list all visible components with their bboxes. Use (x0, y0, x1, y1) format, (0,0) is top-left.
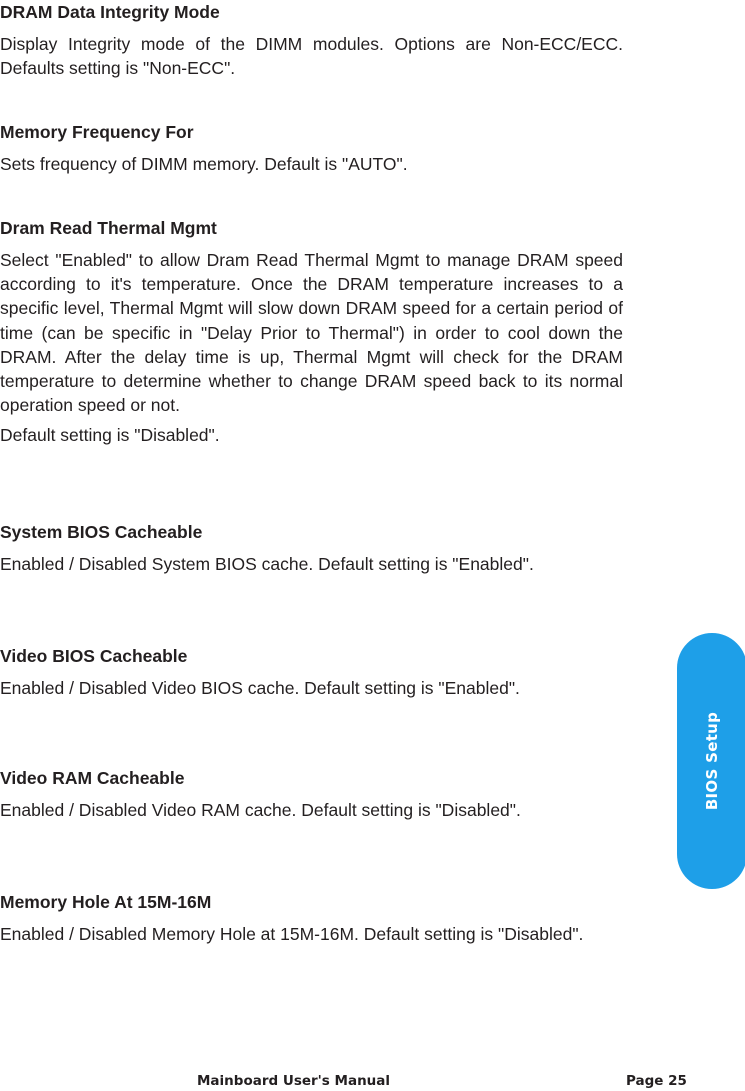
section-memory-frequency-for (0, 120, 623, 176)
section-heading: Video BIOS Cacheable (0, 646, 188, 666)
side-tab-label: BIOS Setup (703, 711, 721, 811)
section-paragraph: Enabled / Disabled Video RAM cache. Default setting is "Disabled". (0, 800, 521, 820)
section-system-bios-cacheable (0, 520, 623, 576)
section-paragraph: Sets frequency of DIMM memory. Default is "AUTO". (0, 154, 408, 174)
section-paragraph: Default setting is "Disabled". (0, 425, 220, 446)
section-video-bios-cacheable (0, 644, 623, 700)
section-dram-read-thermal-mgmt (0, 216, 623, 448)
section-paragraph: Select "Enabled" to allow Dram Read Thermal Mgmt to manage DRAM speed according to it's temperature. Once the DRAM temperature increases to a specific level, Thermal Mgmt will slow down DRAM speed for a certain period of time (can be specific in "Delay Prior to Thermal") in order to cool down the DRAM. After the delay time is up, Thermal Mgmt will check for the DRAM temperature to determine whether to change DRAM speed back to its normal operation speed or not. (0, 250, 623, 416)
section-video-ram-cacheable (0, 766, 623, 822)
section-heading: System BIOS Cacheable (0, 522, 203, 542)
section-heading: Dram Read Thermal Mgmt (0, 218, 217, 238)
section-paragraph: Enabled / Disabled System BIOS cache. Default setting is "Enabled". (0, 554, 534, 574)
section-paragraph: Enabled / Disabled Video BIOS cache. Default setting is "Enabled". (0, 678, 520, 698)
footer-manual-title: Mainboard User's Manual (197, 1073, 391, 1089)
section-paragraph: Display Integrity mode of the DIMM modules. Options are Non-ECC/ECC. Defaults setting is "Non-ECC". (0, 34, 623, 79)
section-heading: DRAM Data Integrity Mode (0, 2, 220, 22)
section-paragraph: Enabled / Disabled Memory Hole at 15M-16M. Default setting is "Disabled". (0, 924, 584, 944)
section-dram-data-integrity-mode (0, 0, 623, 80)
footer-page-number: Page 25 (626, 1073, 687, 1089)
section-heading: Video RAM Cacheable (0, 768, 185, 788)
section-heading: Memory Frequency For (0, 122, 194, 142)
section-heading: Memory Hole At 15M-16M (0, 892, 212, 912)
section-memory-hole (0, 890, 623, 946)
bios-setup-side-tab (677, 633, 745, 889)
